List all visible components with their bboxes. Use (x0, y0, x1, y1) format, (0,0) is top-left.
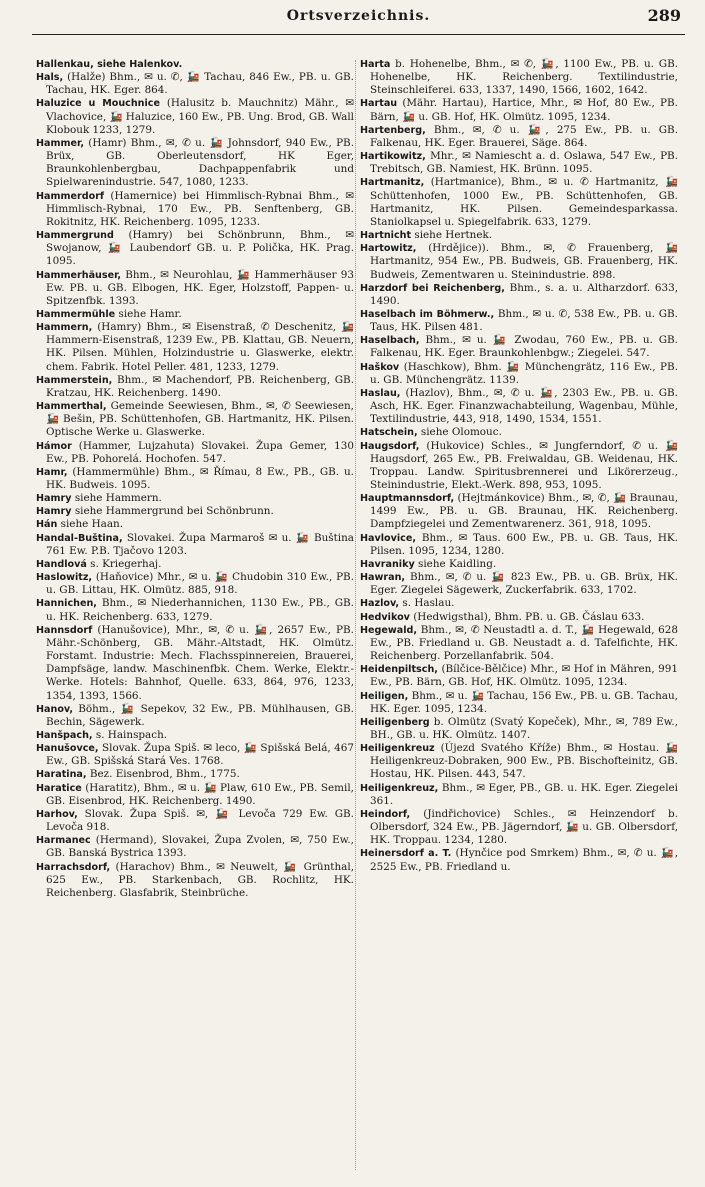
column-divider (355, 60, 356, 1170)
entry-headword: Hammerthal, (36, 401, 107, 413)
entry-headword: Haratice (36, 782, 82, 794)
entry-text: (Halusitz b. Mauchnitz) Mähr., ✉ Vlachovice, 🚂 Haluzice, 160 Ew., PB. Ung. Brod, GB. Wall Klobouk 1233, 1279. (46, 97, 355, 136)
entry (36, 97, 354, 136)
entry (36, 269, 354, 308)
entry-headword: Hammerstein, (36, 374, 113, 386)
entry (360, 597, 678, 610)
entry-text: Slovakei. Župa Marmaroš ✉ u. 🚂 Buština 761 Ew. P.B. Tjačovo 1203. (46, 531, 354, 557)
entry (36, 782, 354, 808)
entry (36, 703, 354, 729)
entry-text: Mhr., ✉ Namiescht a. d. Oslawa, 547 Ew., PB. Trebitsch, GB. Namiest, HK. Brünn. 1095. (370, 150, 678, 176)
entry (360, 571, 678, 597)
entry-headword: Haluzice u Mouchnice (36, 98, 160, 110)
entry-headword: Harta (360, 59, 391, 70)
entry-headword: Hamry (36, 493, 72, 505)
entry-headword: Hauptmannsdorf, (360, 493, 455, 505)
entry-headword: Harzdorf bei Reichenberg, (360, 282, 505, 294)
entry-headword: Hannsdorf (36, 624, 93, 636)
entry (360, 663, 678, 689)
entry (36, 229, 354, 268)
entry-text: (Jindřichovice) Schles., ✉ Heinzendorf b. Olbersdorf, 324 Ew., PB. Jägerndorf, 🚂 u. GB. Olbersdorf, HK. Troppau. 1234, 1280. (370, 807, 678, 847)
entry-text: Böhm., 🚂 Sepekov, 32 Ew., PB. Mühlhausen, GB. Bechin, Sägewerk. (46, 702, 354, 728)
entry (36, 440, 354, 466)
entry-headword: Hartau (360, 98, 398, 110)
entry-headword: Hámor (36, 440, 72, 452)
entry-headword: Heiligenberg (360, 716, 430, 728)
entry-text: siehe Olomouc. (420, 426, 502, 439)
entry-text: Slovak. Župa Spiš. ✉, 🚂 Levoča 729 Ew. GB. Levoča 918. (46, 807, 354, 834)
entry-text: b. Hohenelbe, Bhm., ✉ ✆, 🚂, 1100 Ew., PB. u. GB. Hohenelbe, HK. Reichenberg. Textilindustrie, Steinschleiferei. 633, 1337, 1490, 1566, 1602, 1642. (370, 58, 679, 97)
entry (36, 808, 354, 834)
entry (360, 97, 678, 123)
entry-text: Slovak. Župa Spiš. ✉ leco, 🚂 Spišská Belá, 467 Ew., GB. Spišská Stará Ves. 1768. (46, 742, 355, 768)
entry (360, 690, 678, 716)
entry-text: Bhm., ✉, ✆ u. 🚂 823 Ew., PB. u. GB. Brüx, HK. Eger. Ziegelei Sägewerk, Zuckerfabrik. 633, 1702. (370, 571, 678, 597)
entry-headword: Haslowitz, (36, 572, 93, 584)
entry (36, 71, 354, 97)
entry-text: siehe Kaidling. (418, 557, 497, 570)
entry-text: (Haschkow), Bhm. 🚂 Münchengrätz, 116 Ew., PB. u. GB. Münchengrätz. 1139. (370, 360, 678, 386)
entry-text: (Harachov) Bhm., ✉ Neuwelt, 🚂 Grünthal, 625 Ew., PB. Starkenbach, GB. Rochlitz, HK. Reichenberg. Glasfabrik, Steinbrüche. (46, 860, 354, 899)
entry-headword: Handlová (36, 558, 87, 570)
entry-headword: Haratina, (36, 769, 87, 781)
entry (36, 742, 354, 768)
entry-text: (Hamry) bei Schönbrunn, Bhm., ✉ Swojanow, 🚂 Laubendorf GB. u. P. Polička, HK. Prag. 1095. (46, 229, 354, 268)
entry-text: s. Haslau. (402, 597, 455, 610)
entry (360, 282, 678, 308)
entry (36, 532, 354, 558)
entry-headword: Hegewald, (360, 624, 418, 636)
entry-headword: Havraniky (360, 558, 415, 570)
entry (36, 558, 354, 571)
entry-headword: Hartowitz, (360, 243, 417, 255)
entry-text: siehe Hertnek. (414, 229, 493, 242)
page-header (32, 6, 685, 35)
entry-headword: Hammer, (36, 137, 84, 149)
entry-headword: Hartmanitz, (360, 177, 425, 189)
page-title: Ortsverzeichnis. (286, 8, 431, 24)
entry-text: (Halže) Bhm., ✉ u. ✆, 🚂 Tachau, 846 Ew., PB. u. GB. Tachau, HK. Eger. 864. (46, 71, 354, 97)
entry-text: (Hedwigsthal), Bhm. PB. u. GB. Čáslau 633. (413, 610, 645, 623)
entry-headword: Haslau, (360, 387, 401, 399)
entry-text: (Bílčice-Bělčice) Mhr., ✉ Hof in Mähren, 991 Ew., PB. Bärn, GB. Hof, HK. Olmütz. 1095, 1234. (370, 663, 678, 689)
entry-headword: Hanov, (36, 703, 74, 715)
entry-headword: Handal-Buština, (36, 532, 123, 544)
entry-text: s. Hainspach. (95, 728, 168, 741)
entry-headword: Hammerhäuser, (36, 269, 122, 281)
entry-text: (Hammer, Lujzahuta) Slovakei. Župa Gemer, 130 Ew., PB. Pohorelá. Hochofen. 547. (46, 439, 354, 465)
entry-text: Bhm., ✉, ✆ Neustadtl a. d. T., 🚂 Hegewald, 628 Ew., PB. Friedland u. GB. Neustadt a. d. Tafelfichte, HK. Reichenberg. Porzellanfabrik. 504. (370, 623, 678, 663)
entry-headword: Hatschein, (360, 427, 418, 439)
entry-text: siehe Hamr. (118, 307, 182, 320)
entry-headword: Heiligenkreuz, (360, 782, 439, 794)
entry-headword: Hals, (36, 72, 64, 84)
entry-headword: Hartnicht (360, 230, 412, 242)
entry-text: (Hrdějice)). Bhm., ✉, ✆ Frauenberg, 🚂 Hartmanitz, 954 Ew., PB. Budweis, GB. Frauenberg, HK. Budweis, Zementwaren u. Steinindustrie. 898. (370, 242, 678, 281)
entry-headword: Hartikowitz, (360, 151, 426, 163)
entry-headword: Hallenkau, siehe Halenkov. (36, 59, 183, 70)
entry-text: (Hermand), Slovakei, Župa Zvolen, ✉, 750 Ew., GB. Banská Bystrica 1393. (46, 834, 354, 860)
entry-headword: Hammern, (36, 322, 93, 334)
entry (360, 782, 678, 808)
entry-headword: Hazlov, (360, 598, 400, 610)
entry (360, 150, 678, 176)
entry-text: Bhm., ✉ Niederhannichen, 1130 Ew., PB., GB. u. HK. Reichenberg. 633, 1279. (46, 597, 354, 623)
entry (36, 834, 354, 860)
entry (360, 558, 678, 571)
entry-text: Bhm., ✉ u. 🚂 Tachau, 156 Ew., PB. u. GB. Tachau, HK. Eger. 1095, 1234. (370, 689, 678, 715)
entry-text: (Újezd Svatého Kříže) Bhm., ✉ Hostau. 🚂 Heiligenkreuz-Dobraken, 900 Ew., PB. Bischofteinitz, GB. Hostau, HK. Pilsen. 443, 547. (370, 742, 678, 781)
entry-text: (Hazlov), Bhm., ✉, ✆ u. 🚂, 2303 Ew., PB. u. GB. Asch, HK. Eger. Finanzwachabteilung, Wagenbau, Mühle, Textilindustrie, 443, 918, 1490, 1534, 1551. (370, 386, 678, 426)
entry (360, 624, 678, 663)
entry-text: siehe Hammergrund bei Schönbrunn. (74, 505, 274, 518)
entry (36, 492, 354, 505)
page-number: 289 (647, 6, 681, 25)
entry (36, 400, 354, 439)
entry (360, 387, 678, 426)
entry-headword: Hartenberg, (360, 124, 426, 136)
entry-headword: Hamry (36, 506, 72, 518)
entry-text: Bhm., ✉ Machendorf, PB. Reichenberg, GB. Kratzau, HK. Reichenberg. 1490. (46, 373, 354, 399)
entry (36, 505, 354, 518)
entry-text: Bhm., ✉ u. ✆, 538 Ew., PB. u. GB. Taus, HK. Pilsen 481. (370, 307, 678, 334)
entry (360, 426, 678, 439)
entry (360, 229, 678, 242)
entry-headword: Hanšpach, (36, 729, 93, 741)
entry (36, 597, 354, 623)
entry (36, 321, 354, 374)
entry (36, 518, 354, 531)
entry-headword: Heidenpiltsch, (360, 664, 438, 676)
entry (36, 768, 354, 781)
entry (36, 374, 354, 400)
entry-headword: Havlovice, (360, 532, 417, 544)
entry-headword: Haugsdorf, (360, 440, 420, 452)
entry-text: Bhm., ✉ u. 🚂 Zwodau, 760 Ew., PB. u. GB. Falkenau, HK. Eger. Braunkohlenbgw.; Ziegelei. 547. (370, 334, 678, 360)
entry-text: (Hammermühle) Bhm., ✉ Římau, 8 Ew., PB., GB. u. HK. Budweis. 1095. (46, 465, 354, 491)
left-column (36, 58, 354, 900)
entry-text: (Hartmanice), Bhm., ✉ u. ✆ Hartmanitz, 🚂 Schüttenhofen, 1000 Ew., PB. Schüttenhofen, GB. Hartmanitz, HK. Pilsen. Gemeindesparkassa. Staniolkapsel u. Spiegelfabrik. 633, 1279. (370, 176, 678, 228)
entry-headword: Heinersdorf a. T. (360, 848, 452, 860)
entry-headword: Harhov, (36, 808, 78, 820)
entry-headword: Harmanec (36, 835, 91, 847)
entry-text: (Hamry) Bhm., ✉ Eisenstraß, ✆ Deschenitz, 🚂 Hammern-Eisenstraß, 1239 Ew., PB. Klattau, GB. Neuern, HK. Pilsen. Mühlen, Holzindustrie u. Glaswerke, elektr. chem. Fabrik. Hotel Peller. 481, 1233, 1279. (46, 321, 354, 373)
entry (36, 729, 354, 742)
entry-text: (Hanušovice), Mhr., ✉, ✆ u. 🚂, 2657 Ew., PB. Mähr.-Schönberg, GB. Mähr.-Altstadt, HK. Olmütz. Forstamt. Industrie: Mech. Flachsspinnereien, Brauerei, Dampfsäge, landw. Maschinenfbk. Chem. Werke, Elektr.-Werke. Hotels: Bahnhof, Quelle. 633, 864, 976, 1233, 1354, 1393, 1566. (46, 623, 354, 702)
entry (36, 571, 354, 597)
entry-headword: Harrachsdorf, (36, 861, 111, 873)
entry (36, 137, 354, 190)
entry-headword: Haškov (360, 361, 400, 373)
entry-text: Bez. Eisenbrod, Bhm., 1775. (89, 768, 240, 781)
entry-headword: Hamr, (36, 466, 68, 478)
entry-text: (Haňovice) Mhr., ✉ u. 🚂 Chudobin 310 Ew., PB. u. GB. Littau, HK. Olmütz. 885, 918. (46, 571, 354, 597)
entry-text: Bhm., ✉ Eger, PB., GB. u. HK. Eger. Ziegelei 361. (370, 781, 678, 807)
entry (360, 847, 678, 873)
entry (36, 624, 354, 703)
entry (360, 440, 678, 493)
entry-headword: Hawran, (360, 572, 406, 584)
entry-text: Bhm., s. a. u. Altharzdorf. 633, 1490. (370, 281, 679, 307)
entry-text: Bhm., ✉ Taus. 600 Ew., PB. u. GB. Taus, HK. Pilsen. 1095, 1234, 1280. (370, 531, 678, 557)
entry-headword: Hammerdorf (36, 190, 105, 202)
entry-text: (Hukovice) Schles., ✉ Jungferndorf, ✆ u. 🚂 Haugsdorf, 265 Ew., PB. Freiwaldau, GB. Weidenau, HK. Troppau. Landw. Spiritusbrennerei und Likörerzeug., Steinindustrie, Elekt.-Werk. 898, 953, 1095. (370, 439, 678, 491)
entry-headword: Heiligenkreuz (360, 743, 435, 755)
entry (360, 361, 678, 387)
entry-text: Bhm., ✉ Neurohlau, 🚂 Hammerhäuser 93 Ew. PB. u. GB. Elbogen, HK. Eger, Holzstoff, Pappen- u. Spitzenfbk. 1393. (46, 268, 354, 307)
entry (360, 176, 678, 229)
entry-headword: Hán (36, 519, 58, 531)
entry-text: (Hejtmánkovice) Bhm., ✉, ✆, 🚂 Braunau, 1499 Ew., PB. u. GB. Braunau, HK. Reichenberg. Dampfziegelei und Zementwarenerz. 361, 918, 1095. (370, 492, 678, 531)
entry-text: Gemeinde Seewiesen, Bhm., ✉, ✆ Seewiesen, 🚂 Bešin, PB. Schüttenhofen, GB. Hartmanitz, HK. Pilsen. Optische Werke u. Glaswerke. (46, 400, 354, 439)
entry (360, 242, 678, 281)
entry-text: s. Kriegerhaj. (90, 557, 162, 570)
entry (360, 334, 678, 360)
entry (36, 308, 354, 321)
entry (360, 58, 678, 97)
entry-headword: Hammermühle (36, 308, 116, 320)
entry-text: (Hynčice pod Smrkem) Bhm., ✉, ✆ u. 🚂, 2525 Ew., PB. Friedland u. (370, 847, 678, 873)
entry-text: (Mähr. Hartau), Hartice, Mhr., ✉ Hof, 80 Ew., PB. Bärn, 🚂 u. GB. Hof, HK. Olmütz. 1095, 1234. (370, 97, 678, 123)
entry (360, 808, 678, 847)
entry-headword: Hammergrund (36, 230, 114, 242)
entry-headword: Hedvikov (360, 611, 410, 623)
entry (36, 466, 354, 492)
right-column (360, 58, 678, 874)
entry (360, 716, 678, 742)
entry-headword: Haselbach, (360, 335, 420, 347)
entry (36, 190, 354, 229)
entry (360, 611, 678, 624)
entry (360, 308, 678, 334)
entry-text: (Hamr) Bhm., ✉, ✆ u. 🚂 Johnsdorf, 940 Ew., PB. Brüx, GB. Oberleutensdorf, HK Eger, Braunkohlenbergbau, Dachpappenfabrik und Spielwarenindustrie. 547, 1080, 1233. (46, 136, 354, 189)
entry-text: b. Olmütz (Svatý Kopeček), Mhr., ✉, 789 Ew., BH., GB. u. HK. Olmütz. 1407. (370, 715, 678, 741)
entry-text: (Haratitz), Bhm., ✉ u. 🚂 Plaw, 610 Ew., PB. Semil, GB. Eisenbrod, HK. Reichenberg. 1490. (46, 781, 354, 807)
entry (36, 861, 354, 900)
entry (360, 532, 678, 558)
entry-headword: Haselbach im Böhmerw., (360, 308, 495, 320)
entry-headword: Hanušovce, (36, 743, 99, 755)
entry-headword: Hannichen, (36, 598, 97, 610)
entry-text: siehe Hammern. (74, 492, 162, 505)
entry-headword: Heiligen, (360, 690, 409, 702)
entry (36, 58, 354, 71)
entry (360, 124, 678, 150)
entry-text: Bhm., ✉, ✆ u. 🚂, 275 Ew., PB. u. GB. Falkenau, HK. Eger. Brauerei, Säge. 864. (370, 123, 678, 149)
entry (360, 492, 678, 531)
entry (360, 742, 678, 781)
entry-text: siehe Haan. (60, 518, 124, 531)
entry-headword: Heindorf, (360, 808, 411, 820)
entry-text: (Hamernice) bei Himmlisch-Rybnai Bhm., ✉ Himmlisch-Rybnai, 170 Ew., PB. Senftenberg, GB. Rokitnitz, HK. Reichenberg. 1095, 1233. (46, 189, 354, 228)
